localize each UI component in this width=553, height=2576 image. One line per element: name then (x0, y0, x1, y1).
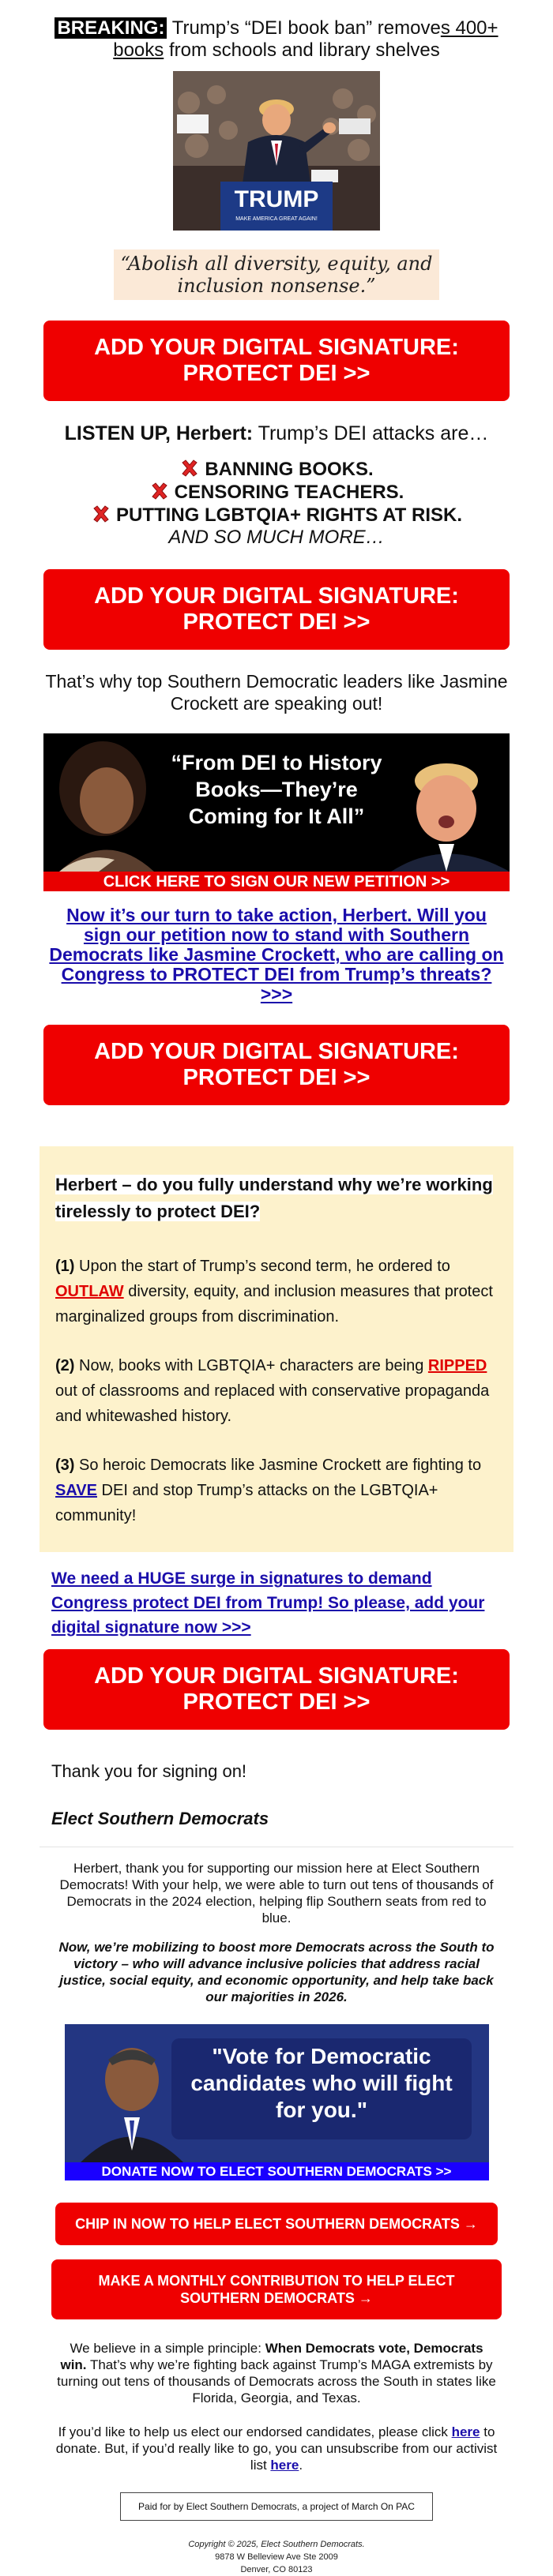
reason-2: (2) Now, books with LGBTQIA+ characters are being RIPPED out of classrooms and replaced with conservative propaganda and whitewashed history. (55, 1357, 490, 1425)
add-signature-button[interactable]: ADD YOUR DIGITAL SIGNATURE: PROTECT DEI >> (43, 1649, 510, 1730)
footer (0, 2538, 553, 2576)
paid-for-disclaimer: Paid for by Elect Southern Democrats, a project of March On PAC (120, 2492, 433, 2521)
add-signature-button[interactable]: ADD YOUR DIGITAL SIGNATURE: PROTECT DEI >> (43, 569, 510, 650)
bullet-text: CENSORING TEACHERS. (174, 482, 404, 503)
mobilizing-paragraph: Now, we’re mobilizing to boost more Democrats across the South to victory – who will advance inclusive policies that address racial justice, social equity, and economic opportunity, and help take back our majorities in 2026. (58, 1940, 495, 2004)
trump-quote: “Abolish all diversity, equity, and inclusion nonsense.” (114, 249, 439, 300)
outlaw-link[interactable]: OUTLAW (55, 1283, 124, 1300)
list-item (0, 504, 553, 527)
address-line-1: 9878 W Belleview Ave Ste 2009 (215, 2552, 338, 2562)
add-signature-button[interactable]: ADD YOUR DIGITAL SIGNATURE: PROTECT DEI >> (43, 1025, 510, 1105)
podium-subtitle: MAKE AMERICA GREAT AGAIN! (235, 216, 318, 222)
podium-word: TRUMP (234, 186, 319, 212)
list-item (0, 481, 553, 504)
box-title: Herbert – do you fully understand why we’re working tirelessly to protect DEI? (55, 1175, 493, 1221)
unsubscribe-here-link[interactable]: here (270, 2458, 299, 2473)
leaders-text: That’s why top Southern Democratic leaders like Jasmine Crockett are speaking out! (45, 671, 508, 714)
red-x-icon (149, 481, 170, 501)
obama-banner[interactable] (65, 2024, 489, 2180)
bullet-text: PUTTING LGBTQIA+ RIGHTS AT RISK. (116, 504, 462, 526)
list-item (0, 458, 553, 481)
bullet-text: BANNING BOOKS. (205, 459, 374, 480)
take-action-link[interactable]: Now it’s our turn to take action, Herbert. Will you sign our petition now to stand with Southern Democrats like Jasmine Crockett, who are calling on Congress to PROTECT DEI from Trump’s threats? >>> (49, 905, 504, 1004)
obama-quote: "Vote for Democratic candidates who will fight for you." (190, 2044, 453, 2122)
headline-text-b: s 400+ books (113, 17, 498, 61)
address-line-2: Denver, CO 80123 (240, 2565, 313, 2574)
trump-rally-photo[interactable] (173, 71, 380, 231)
crockett-banner[interactable] (43, 733, 510, 891)
red-x-icon (179, 458, 200, 478)
copyright: Copyright © 2025, Elect Southern Democrats. (188, 2540, 365, 2549)
headline-text-c: from schools and library shelves (164, 39, 440, 61)
listen-up-bold: LISTEN UP, Herbert: (64, 422, 254, 444)
reason-3: (3) So heroic Democrats like Jasmine Crockett are fighting to SAVE DEI and stop Trump’s attacks on the LGBTQIA+ community! (55, 1457, 482, 1524)
attacks-list (0, 458, 553, 549)
reason-1: (1) Upon the start of Trump’s second term, he ordered to OUTLAW diversity, equity, and inclusion measures that protect marginalized groups from discrimination. (55, 1258, 493, 1325)
thank-you-paragraph: Herbert, thank you for supporting our mission here at Elect Southern Democrats! With your help, we were able to turn out tens of thousands of Democrats in the 2024 election, helping flip Southern seats from red to blue. (59, 1861, 494, 1925)
ripped-link[interactable]: RIPPED (427, 1357, 487, 1374)
banner-cta[interactable]: CLICK HERE TO SIGN OUR NEW PETITION >> (103, 873, 450, 891)
listen-up-rest: Trump’s DEI attacks are… (253, 422, 489, 444)
monthly-contribution-button[interactable]: MAKE A MONTHLY CONTRIBUTION TO HELP ELECT SOUTHERN DEMOCRATS → (51, 2259, 502, 2319)
chip-in-button[interactable]: CHIP IN NOW TO HELP ELECT SOUTHERN DEMOCRATS → (55, 2203, 498, 2245)
bullets-more: AND SO MUCH MORE… (168, 527, 385, 548)
donate-here-link[interactable]: here (451, 2424, 480, 2439)
surge-link[interactable]: We need a HUGE surge in signatures to demand Congress protect DEI from Trump! So please, add your digital signature now >>> (51, 1569, 485, 1637)
headline (0, 0, 553, 62)
save-link[interactable]: SAVE (55, 1482, 97, 1499)
unsubscribe-paragraph: If you’d like to help us elect our endorsed candidates, please click here to donate. But, if you’d really like to go, you can unsubscribe from our activist list here. (55, 2424, 498, 2473)
headline-text-a: Trump’s “DEI book ban” remove (167, 17, 441, 39)
org-name: Elect Southern Democrats (51, 1809, 269, 1828)
banner-quote: “From DEI to History Books—They’re Coming for It All” (171, 751, 382, 828)
breaking-label: BREAKING: (55, 17, 167, 39)
principle-paragraph: We believe in a simple principle: When Democrats vote, Democrats win. That’s why we’re fighting back against Trump’s MAGA extremists by turning out tens of thousands of Democrats across the South in states like Florida, Georgia, and Texas. (57, 2341, 496, 2405)
thanks-text: Thank you for signing on! (51, 1761, 247, 1781)
red-x-icon (91, 504, 111, 524)
add-signature-button[interactable]: ADD YOUR DIGITAL SIGNATURE: PROTECT DEI >> (43, 321, 510, 401)
why-protect-dei-box (40, 1146, 514, 1552)
obama-cta[interactable]: DONATE NOW TO ELECT SOUTHERN DEMOCRATS >> (101, 2164, 451, 2179)
listen-up-line (0, 422, 553, 445)
